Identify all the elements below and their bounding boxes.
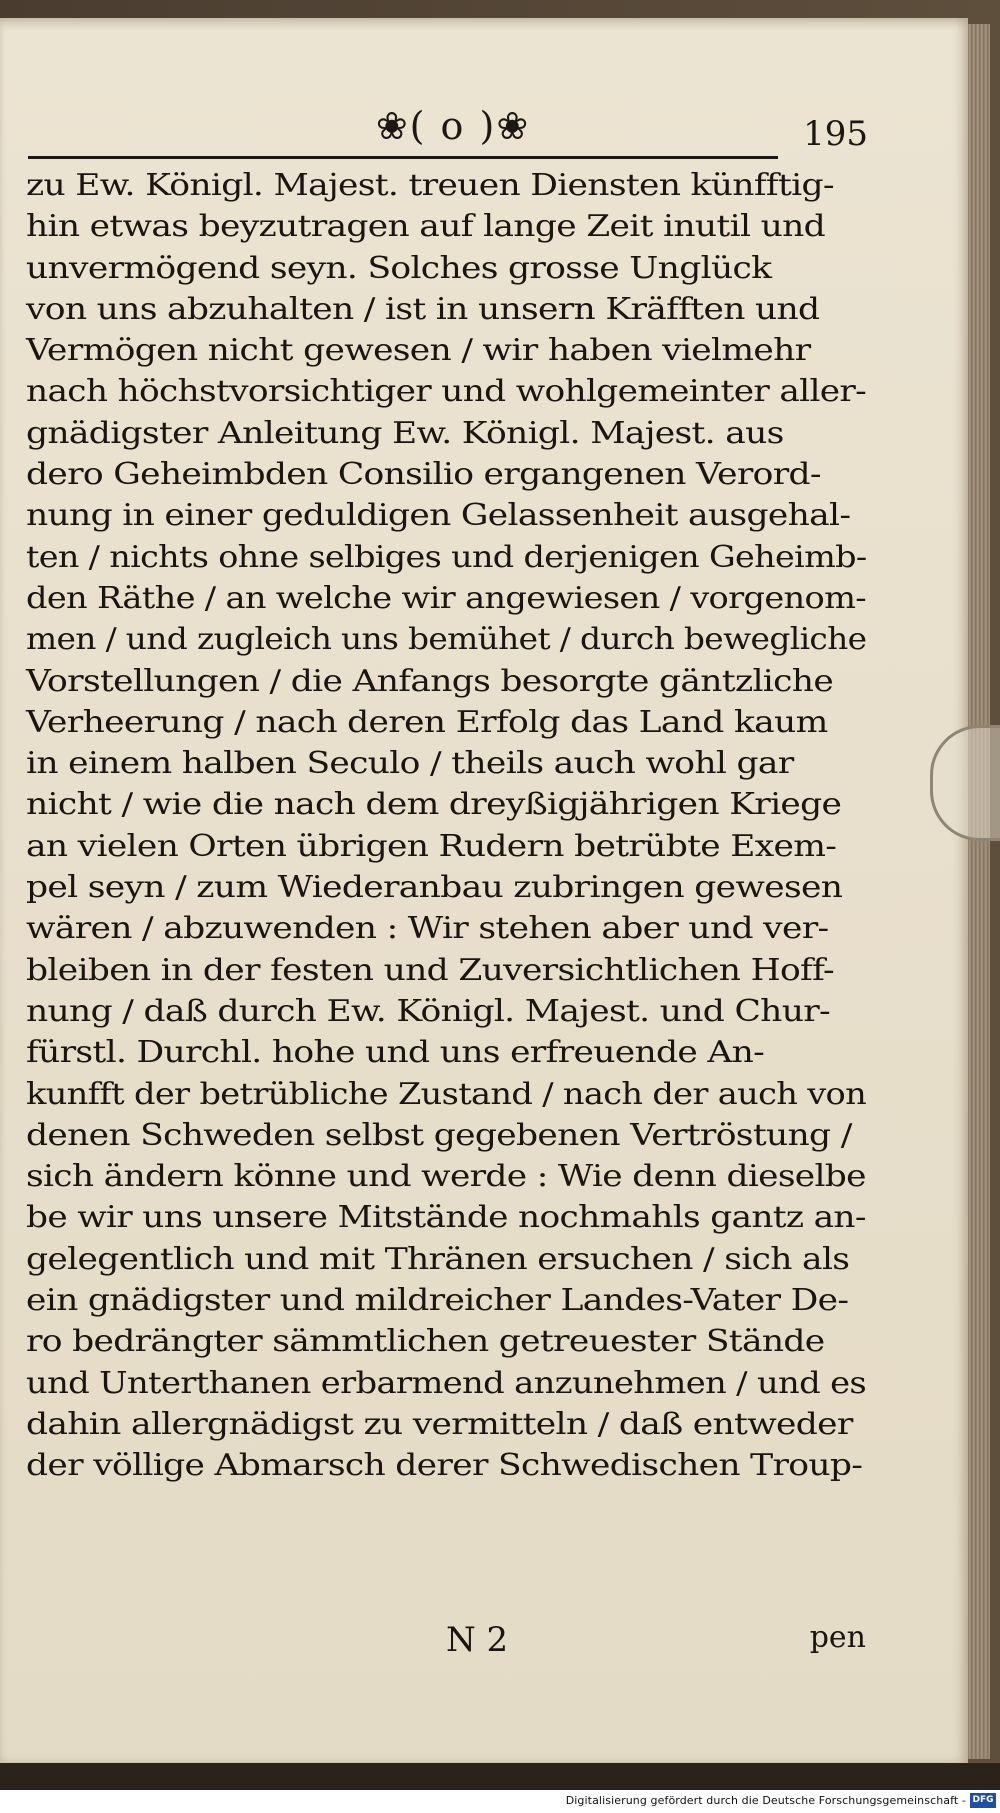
- text-line: kunfft der betrübliche Zustand / nach der auch von: [26, 1076, 867, 1112]
- text-line: den Räthe / an welche wir angewiesen / vorgenom-: [26, 580, 866, 616]
- text-line: von uns abzuhalten / ist in unsern Kräfften und: [26, 291, 820, 327]
- text-line: nach höchstvorsichtiger und wohlgemeinter aller-: [26, 374, 867, 410]
- text-line: gnädigster Anleitung Ew. Königl. Majest. aus: [26, 415, 784, 451]
- text-line: und Unterthanen erbarmend anzunehmen / und es: [26, 1365, 867, 1401]
- funding-credit: Digitalisierung gefördert durch die Deutsche Forschungsgemeinschaft -: [565, 1794, 966, 1807]
- credit-bar: [0, 1790, 1000, 1813]
- text-line: sich ändern könne und werde : Wie denn dieselbe: [26, 1159, 866, 1195]
- text-line: Verheerung / nach deren Erfolg das Land kaum: [26, 704, 828, 740]
- text-line: nung in einer geduldigen Gelassenheit ausgehal-: [26, 498, 851, 534]
- text-line: nung / daß durch Ew. Königl. Majest. und Chur-: [26, 993, 830, 1029]
- text-line: nicht / wie die nach dem dreyßigjährigen Kriege: [26, 787, 842, 823]
- text-line: wären / abzuwenden : Wir stehen aber und ver-: [26, 911, 829, 947]
- page-header: [28, 100, 868, 160]
- text-line: pel seyn / zum Wiederanbau zubringen gewesen: [26, 870, 843, 906]
- catchword: pen: [809, 1620, 866, 1655]
- scan-bottom-band: [0, 1763, 1000, 1790]
- text-line: bleiben in der festen und Zuversichtlichen Hoff-: [26, 952, 834, 988]
- text-line: der völlige Abmarsch derer Schwedischen Troup-: [26, 1448, 863, 1484]
- page-footer-line: [26, 1620, 866, 1665]
- dfg-logo: DFG: [970, 1793, 996, 1808]
- text-line: gelegentlich und mit Thränen ersuchen / sich als: [26, 1241, 850, 1277]
- text-line: ein gnädigster und mildreicher Landes-Vater De-: [26, 1283, 849, 1319]
- page-number: 195: [803, 114, 868, 154]
- text-line: in einem halben Seculo / theils auch wohl gar: [26, 746, 794, 782]
- text-line: unvermögend seyn. Solches grosse Unglück: [26, 250, 772, 286]
- header-rule: [28, 156, 778, 159]
- text-line: denen Schweden selbst gegebenen Vertröstung /: [26, 1117, 852, 1153]
- text-line: Vorstellungen / die Anfangs besorgte gäntzliche: [26, 663, 834, 699]
- header-ornament: ❀( o )❀: [375, 104, 531, 148]
- text-line: men / und zugleich uns bemühet / durch bewegliche: [26, 622, 867, 658]
- text-line: hin etwas beyzutragen auf lange Zeit inutil und: [26, 209, 826, 245]
- text-line: fürstl. Durchl. hohe und uns erfreuende An-: [26, 1035, 765, 1071]
- text-line: ten / nichts ohne selbiges und derjenigen Geheimb-: [26, 539, 867, 575]
- text-line: Vermögen nicht gewesen / wir haben vielmehr: [26, 333, 811, 369]
- text-line: ro bedrängter sämmtlichen getreuester Stände: [26, 1324, 825, 1360]
- text-line: dero Geheimbden Consilio ergangenen Verord-: [26, 457, 821, 493]
- signature-mark: N 2: [446, 1620, 509, 1660]
- text-line: dahin allergnädigst zu vermitteln / daß entweder: [26, 1406, 853, 1442]
- text-line: zu Ew. Königl. Majest. treuen Diensten künfftig-: [26, 168, 834, 203]
- text-line: be wir uns unsere Mitstände nochmahls gantz an-: [26, 1200, 866, 1236]
- text-line: an vielen Orten übrigen Rudern betrübte Exem-: [26, 828, 837, 864]
- body-text: [26, 165, 866, 1487]
